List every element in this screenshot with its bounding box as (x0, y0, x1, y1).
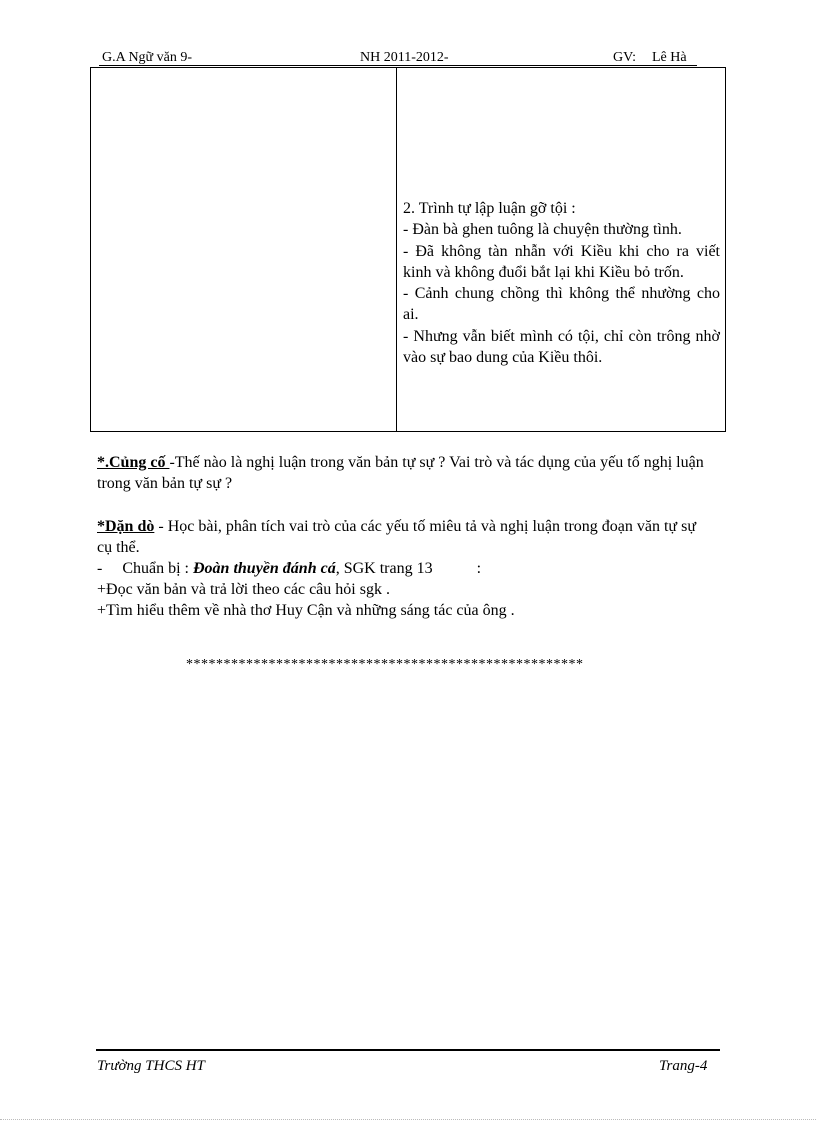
lesson-table (90, 67, 726, 432)
table-right-column (403, 198, 720, 368)
section-separator: ***************************************************** (186, 657, 584, 672)
right-column-point: - Cảnh chung chồng thì không thể nhường cho ai. (403, 285, 720, 324)
right-column-point: - Đàn bà ghen tuông là chuyện thường tình. (403, 221, 682, 239)
cung-co-text: -Thế nào là nghị luận trong văn bản tự sự ? Vai trò và tác dụng của yếu tố nghị luận trong văn bản tự sự ? (97, 454, 704, 492)
header-subject: G.A Ngữ văn 9- (102, 50, 193, 65)
prep-suffix: , SGK trang 13 : (335, 560, 482, 577)
dan-do-section (97, 516, 707, 621)
table-column-divider (396, 68, 397, 431)
header-school-year: NH 2011-2012- (360, 50, 449, 65)
right-column-point: - Nhưng vẫn biết mình có tội, chỉ còn trông nhờ vào sự bao dung của Kiều thôi. (403, 327, 720, 367)
header-divider (99, 65, 697, 66)
prep-item: +Đọc văn bản và trả lời theo các câu hỏi sgk . (97, 581, 390, 598)
footer-school: Trường THCS HT (97, 1058, 205, 1074)
cung-co-label: *.Củng cố (97, 454, 170, 471)
page-edge (0, 1119, 816, 1120)
right-column-point: - Đã không tàn nhẫn với Kiều khi cho ra viết kinh và không đuổi bắt lại khi Kiều bỏ trốn. (403, 242, 720, 281)
prep-title: Đoàn thuyền đánh cá (193, 560, 336, 577)
header-teacher-label: GV: (613, 50, 637, 65)
dan-do-text: - Học bài, phân tích vai trò của các yếu tố miêu tả và nghị luận trong đoạn văn tự sự cụ thể. (97, 518, 696, 556)
prep-prefix: - Chuẩn bị : (97, 560, 193, 577)
dan-do-label: *Dặn dò (97, 518, 155, 535)
header-teacher-name: Lê Hà (652, 50, 687, 65)
cung-co-section (97, 452, 707, 494)
footer-divider (96, 1049, 720, 1051)
footer-page-number: Trang-4 (659, 1058, 708, 1074)
prep-item: +Tìm hiểu thêm về nhà thơ Huy Cận và những sáng tác của ông . (97, 602, 515, 619)
right-column-heading: 2. Trình tự lập luận gỡ tội : (403, 200, 576, 217)
